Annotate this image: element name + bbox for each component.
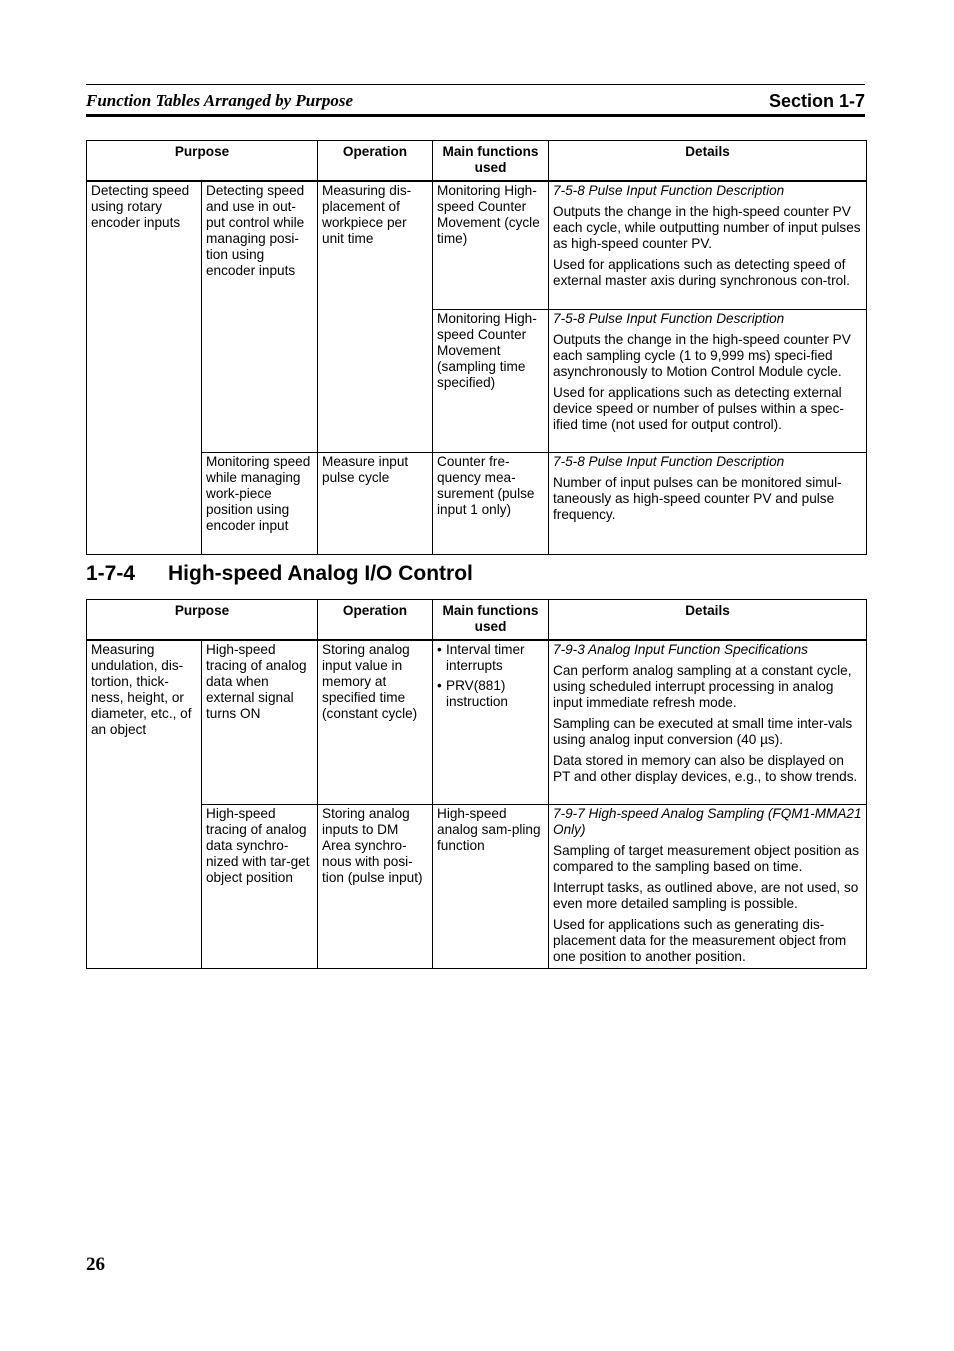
reference-link: 7-5-8 Pulse Input Function Description — [553, 310, 785, 326]
details-paragraph: Outputs the change in the high-speed counter PV each cycle, while outputting number of input pulses as high-speed counter PV. — [553, 204, 861, 251]
function-cell: Monitoring High-speed Counter Movement (cycle time) — [433, 181, 549, 309]
purpose-cell: Detecting speed using rotary encoder inputs — [87, 181, 202, 554]
col-header-main-functions: Main functions used — [433, 141, 549, 182]
details-paragraph: Outputs the change in the high-speed counter PV each sampling cycle (1 to 9,999 ms) speci-fied asynchronously to Motion Control Module cycle. — [553, 331, 851, 379]
table-header-row — [87, 600, 867, 641]
page-number: 26 — [86, 1254, 105, 1275]
details-paragraph: Data stored in memory can also be displayed on PT and other display devices, e.g., to show trends. — [553, 753, 858, 784]
section-number: 1-7-4 — [86, 562, 136, 585]
purpose-sub-cell: Detecting speed and use in out-put control while managing posi-tion using encoder inputs — [202, 181, 318, 452]
details-paragraph: Used for applications such as generating dis-placement data for the measurement object from one position to another position. — [553, 916, 847, 964]
function-bullet: • PRV(881) instruction — [437, 678, 544, 710]
details-paragraph: Sampling can be executed at small time inter-vals using analog input conversion (40 µs). — [553, 716, 853, 747]
details-cell — [549, 640, 867, 804]
table-header-row — [87, 141, 867, 182]
reference-link: 7-5-8 Pulse Input Function Description — [553, 183, 785, 198]
function-cell — [433, 640, 549, 804]
header-title: Function Tables Arranged by Purpose — [86, 91, 354, 110]
function-bullet: • Interval timer interrupts — [437, 642, 544, 674]
col-header-details: Details — [549, 141, 867, 182]
col-header-operation: Operation — [318, 141, 433, 182]
col-header-operation: Operation — [318, 600, 433, 641]
col-header-purpose: Purpose — [87, 600, 318, 641]
purpose-sub-cell: High-speed tracing of analog data when external signal turns ON — [202, 640, 318, 804]
col-header-main-functions: Main functions used — [433, 600, 549, 641]
details-cell — [549, 804, 867, 968]
function-cell: Counter fre-quency mea-surement (pulse input 1 only) — [433, 452, 549, 554]
function-table-speed — [86, 140, 867, 555]
col-header-purpose: Purpose — [87, 141, 318, 182]
table-row — [87, 452, 867, 554]
operation-cell: Storing analog inputs to DM Area synchro-nous with posi-tion (pulse input) — [318, 804, 433, 968]
purpose-sub-cell: High-speed tracing of analog data synchro-nized with tar-get object position — [202, 804, 318, 968]
table-row — [87, 181, 867, 309]
table-row — [87, 804, 867, 968]
reference-link: 7-9-3 Analog Input Function Specifications — [553, 642, 808, 657]
reference-link: 7-9-7 High-speed Analog Sampling (FQM1-MMA21 Only) — [553, 805, 862, 837]
function-table-analog — [86, 599, 867, 969]
page-header — [86, 84, 865, 117]
purpose-cell: Measuring undulation, dis-tortion, thick-ness, height, or diameter, etc., of an object — [87, 640, 202, 968]
section-title: High-speed Analog I/O Control — [168, 562, 473, 585]
reference-link: 7-5-8 Pulse Input Function Description — [553, 453, 785, 469]
details-cell — [549, 452, 867, 554]
operation-cell: Storing analog input value in memory at specified time (constant cycle) — [318, 640, 433, 804]
function-cell: Monitoring High-speed Counter Movement (sampling time specified) — [433, 309, 549, 452]
function-cell: High-speed analog sam-pling function — [433, 804, 549, 968]
details-cell — [549, 181, 867, 309]
details-cell — [549, 309, 867, 452]
operation-cell: Measure input pulse cycle — [318, 452, 433, 554]
section-heading — [86, 562, 473, 586]
operation-cell: Measuring dis-placement of workpiece per unit time — [318, 181, 433, 452]
header-section: Section 1-7 — [768, 91, 865, 111]
details-paragraph: Interrupt tasks, as outlined above, are not used, so even more detailed sampling is possible. — [553, 879, 859, 911]
details-paragraph: Sampling of target measurement object position as compared to the sampling based on time. — [553, 842, 860, 874]
details-paragraph: Can perform analog sampling at a constant cycle, using scheduled interrupt processing in analog input immediate refresh mode. — [553, 663, 852, 710]
col-header-details: Details — [549, 600, 867, 641]
purpose-sub-cell: Monitoring speed while managing work-piece position using encoder input — [202, 452, 318, 554]
details-paragraph: Used for applications such as detecting speed of external master axis during synchronous con-trol. — [553, 257, 850, 288]
details-paragraph: Number of input pulses can be monitored simul-taneously as high-speed counter PV and pulse frequency. — [553, 474, 842, 522]
details-paragraph: Used for applications such as detecting external device speed or number of pulses within a spec-ified time (not used for output control). — [553, 384, 844, 432]
table-row — [87, 640, 867, 804]
